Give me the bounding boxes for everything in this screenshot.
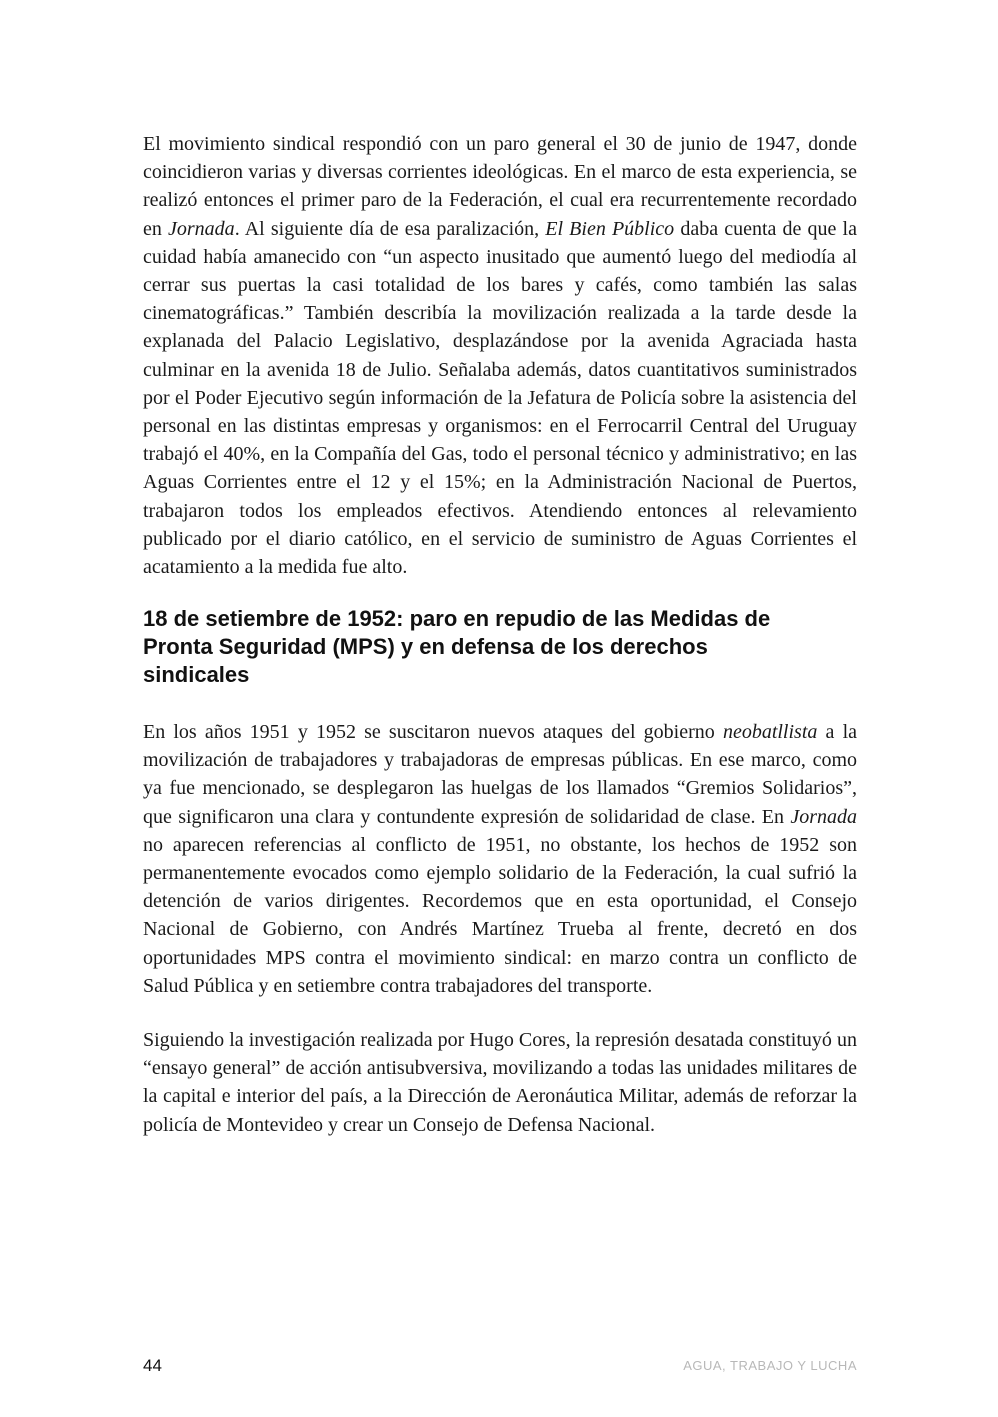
paragraph-1947-strike — [143, 130, 857, 581]
paragraph-text: En los años 1951 y 1952 se suscitaron nuevos ataques del gobierno — [143, 721, 723, 743]
paragraph-1951-1952 — [143, 718, 857, 1000]
section-heading: 18 de setiembre de 1952: paro en repudio de las Medidas de Pronta Seguridad (MPS) y en defensa de los derechos sindicales — [143, 606, 771, 687]
paragraph-text: no aparecen referencias al conflicto de 1951, no obstante, los hechos de 1952 son permanentemente evocados como ejemplo solidario de la Federación, la cual sufrió la detención de varios dirigentes. Recordemos que en esta oportunidad, el Consejo Nacional de Gobierno, con Andrés Martínez Trueba al frente, decretó en dos oportunidades MPS contra el movimiento sindical: en marzo contra un conflicto de Salud Pública y en setiembre contra trabajadores del transporte. — [143, 833, 857, 997]
italic-newspaper-name: El Bien Público — [545, 217, 675, 240]
italic-publication-name: Jornada — [168, 217, 235, 240]
paragraph-text: a la movilización de trabajadores y trabajadoras de empresas públicas. En ese marco, como ya fue mencionado, se desplegaron las huelgas de los llamados “Gremios Solidarios”, que significaron una clara y contundente expresión de solidaridad de clase. En — [143, 721, 858, 828]
italic-publication-name: Jornada — [790, 805, 857, 828]
paragraph-text: daba cuenta de que la cuidad había amanecido con “un aspecto inusitado que aumentó luego del mediodía al cerrar sus puertas la casi totalidad de los bares y cafés, como también las salas cinematográficas.” También describía la movilización realizada a la tarde desde la explanada del Palacio Legislativo, desplazándose por la avenida Agraciada hasta culminar en la avenida 18 de Julio. Señalaba además, datos cuantitativos suministrados por el Poder Ejecutivo según información de la Jefatura de Policía sobre la asistencia del personal en las distintas empresas y organismos: en el Ferrocarril Central del Uruguay trabajó el 40%, en la Compañía del Gas, todo el personal técnico y administrativo; en las Aguas Corrientes entre el 12 y el 15%; en la Administración Nacional de Puertos, trabajaron todos los empleados efectivos. Atendiendo entonces al relevamiento publicado por el diario católico, en el servicio de suministro de Aguas Corrientes el acatamiento a la medida fue alto. — [143, 217, 857, 579]
paragraph-text: . Al siguiente día de esa paralización, — [234, 217, 546, 240]
running-footer-title: AGUA, TRABAJO Y LUCHA — [683, 1358, 857, 1373]
paragraph-text: El movimiento sindical respondió con un paro general el 30 de junio de 1947, donde coincidieron varias y diversas corrientes ideológicas. En el marco de esta experiencia, se realizó entonces el primer paro de la Federación, el cual era recurrentemente recordado en — [143, 133, 857, 240]
page-number: 44 — [143, 1356, 162, 1375]
italic-term: neobatllista — [722, 721, 818, 743]
paragraph-repression: Siguiendo la investigación realizada por Hugo Cores, la represión desatada constituyó un “ensayo general” de acción antisubversiva, movilizando a todas las unidades militares de la capital e interior del país, a la Dirección de Aeronáutica Militar, además de reforzar la policía de Montevideo y crear un Consejo de Defensa Nacional. — [143, 1029, 857, 1136]
